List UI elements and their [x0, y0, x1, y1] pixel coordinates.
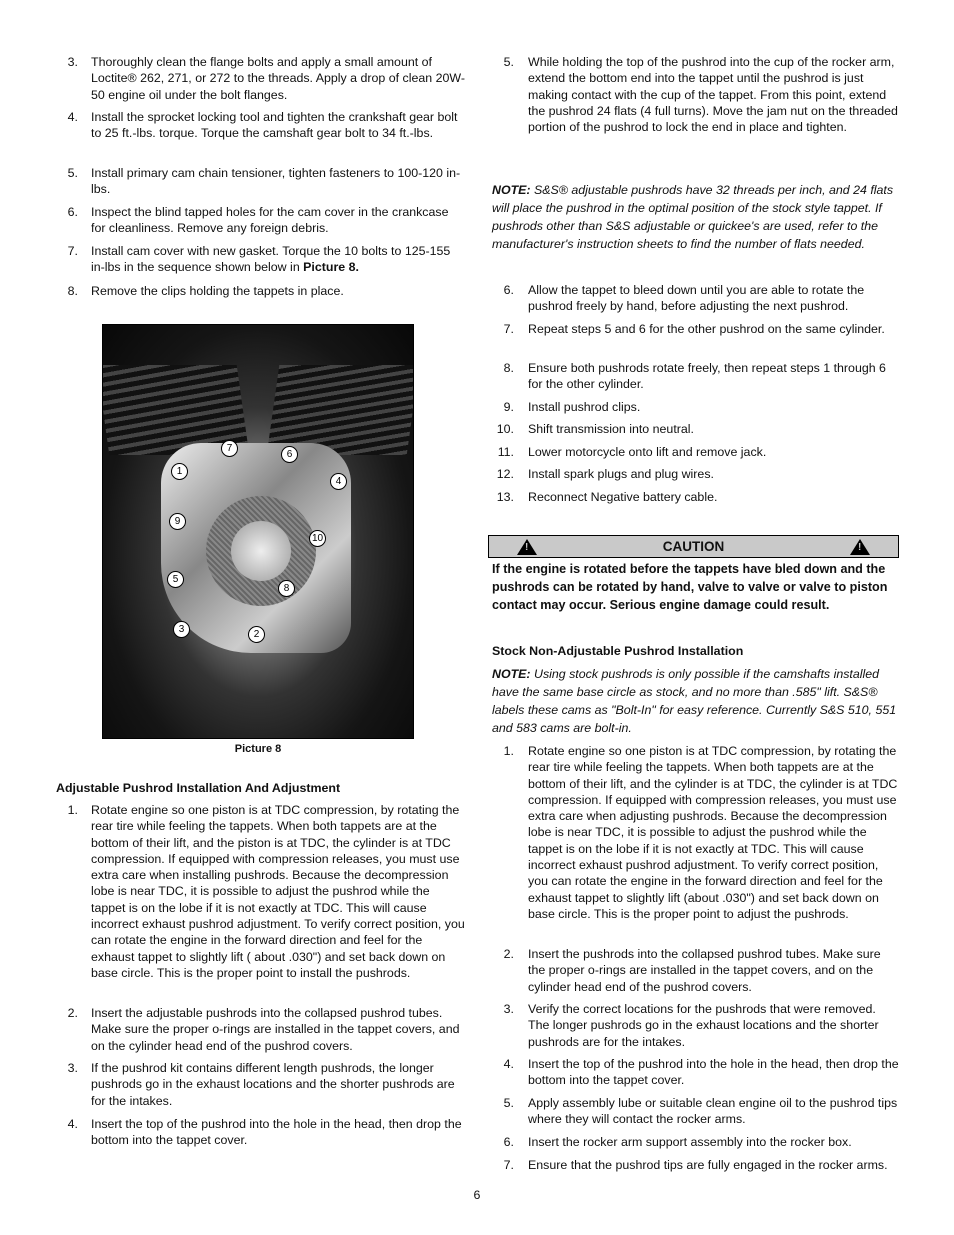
list-text: [91, 1005, 465, 1054]
list-number: 2.: [503, 947, 514, 961]
note-text: S&S® adjustable pushrods have 32 threads per inch, and 24 flats will place the pushrod in the optimal position of the stock style tappet. If pushrods other than S&S adjustable or quickee's are used, refer to the manufacturer's instruction sheets to find the number of flats needed.: [492, 183, 894, 251]
list-text: [91, 204, 465, 237]
list-text: [528, 360, 900, 393]
list-number: 5.: [503, 1096, 514, 1110]
bolt-sequence-marker: 10: [309, 530, 326, 547]
list-text: [528, 321, 900, 337]
list-text: [91, 1116, 465, 1149]
list-text-body: Remove the clips holding the tappets in place.: [91, 284, 344, 298]
list-text: [528, 1056, 900, 1089]
bolt-sequence-marker: 6: [281, 446, 298, 463]
list-text-body: Install primary cam chain tensioner, tighten fasteners to 100-120 in-lbs.: [91, 166, 461, 197]
list-text-body: Insert the pushrods into the collapsed pushrod tubes. Make sure the proper o-rings are installed in the tappet covers, and on the cylinder head end of the pushrod covers.: [528, 947, 881, 994]
list-number: 12.: [496, 467, 514, 481]
list-number: 5.: [67, 166, 78, 180]
list-text-body: Insert the top of the pushrod into the hole in the head, then drop the bottom into the tappet cover.: [91, 1117, 462, 1148]
list-text: [528, 444, 900, 460]
list-number: 5.: [503, 55, 514, 69]
bolt-sequence-marker: 3: [173, 621, 190, 638]
list-text: [528, 1095, 900, 1128]
list-number: 3.: [67, 1061, 78, 1075]
list-text: [528, 282, 900, 315]
list-text: [528, 489, 900, 505]
caution-text: If the engine is rotated before the tappets have bled down and the pushrods can be rotated by hand, valve to valve or valve to piston contact may occur. Serious engine damage could result.: [492, 562, 888, 612]
list-text: [528, 743, 900, 922]
list-text-body: Reconnect Negative battery cable.: [528, 490, 718, 504]
note-label: NOTE:: [492, 667, 531, 681]
list-text: [528, 1001, 900, 1050]
list-number: 9.: [503, 400, 514, 414]
note: [492, 665, 902, 737]
cylinder-fins-rear: [267, 365, 414, 455]
list-text: [91, 283, 465, 299]
list-text-body: Install pushrod clips.: [528, 400, 641, 414]
engine-cam-cover-photo: [102, 324, 414, 739]
list-text: [91, 1060, 465, 1109]
list-text-body: Install the sprocket locking tool and tighten the crankshaft gear bolt to 25 ft.-lbs. torque. Torque the camshaft gear bolt to 34 ft.-lbs.: [91, 110, 458, 141]
caution-banner: [488, 535, 899, 558]
list-text-body: While holding the top of the pushrod into the cup of the rocker arm, extend the bottom end into the tappet until the pushrod is just making contact with the cup of the tappet. From this point, extend the pushrod 24 flats (4 full turns). Move the jam nut on the threaded portion of the pushrod to lock the end in place and tighten.: [528, 55, 898, 135]
list-number: 1.: [67, 803, 78, 817]
list-text: [91, 54, 465, 103]
list-text: [528, 1157, 900, 1173]
list-text-body: Install spark plugs and plug wires.: [528, 467, 714, 481]
list-number: 3.: [67, 55, 78, 69]
warning-triangle-icon: !: [850, 539, 870, 555]
list-number: 10.: [496, 422, 514, 436]
list-text-body: Rotate engine so one piston is at TDC compression, by rotating the rear tire while feeling the tappets. When both tappets are at the bottom of their lift, and the piston is at TDC, the cylinder is at TDC compression. If equipped with compression releases, you must use extra care when installing pushrods. Because the decompression lobe is near TDC, it is possible to adjust the pushrod while the tappet is on the lobe if it is not exactly at TDC. This will cause incorrect exhaust pushrod adjustment. To verify correct position, you can rotate the engine in the forward direction and feel for the exhaust tappet to slightly lift ( about .030") and set back down on base circle. This is the proper point to install the pushrods.: [91, 803, 465, 980]
bolt-sequence-marker: 4: [330, 473, 347, 490]
figure-caption: Picture 8: [234, 743, 282, 755]
list-text-body: Ensure that the pushrod tips are fully engaged in the rocker arms.: [528, 1158, 888, 1172]
list-text: [528, 1134, 900, 1150]
list-number: 7.: [503, 1158, 514, 1172]
list-number: 4.: [67, 1117, 78, 1131]
list-text-body: Repeat steps 5 and 6 for the other pushrod on the same cylinder.: [528, 322, 885, 336]
list-text-body: Insert the rocker arm support assembly into the rocker box.: [528, 1135, 852, 1149]
list-number: 6.: [67, 205, 78, 219]
list-text: [528, 421, 900, 437]
list-text-body: Shift transmission into neutral.: [528, 422, 694, 436]
list-text-body: Install cam cover with new gasket. Torque the 10 bolts to 125-155 in-lbs in the sequence shown below in: [91, 244, 451, 275]
list-number: 6.: [503, 1135, 514, 1149]
list-text-body: Insert the top of the pushrod into the hole in the head, then drop the bottom into the tappet cover.: [528, 1057, 899, 1088]
list-number: 1.: [503, 744, 514, 758]
list-text-body: Insert the adjustable pushrods into the collapsed pushrod tubes. Make sure the proper o-rings are installed in the tappet covers, and on the cylinder head end of the pushrod covers.: [91, 1006, 460, 1053]
section-heading: Stock Non-Adjustable Pushrod Installation: [492, 644, 744, 658]
cam-cover-emblem: [231, 521, 291, 581]
list-text: [91, 802, 465, 981]
list-text: [91, 165, 465, 198]
bolt-sequence-marker: 7: [221, 440, 238, 457]
list-text-body: Verify the correct locations for the pushrods that were removed. The longer pushrods go in the exhaust locations and the shorter pushrods are for the intakes.: [528, 1002, 879, 1049]
list-number: 7.: [67, 244, 78, 258]
list-text-body: Inspect the blind tapped holes for the cam cover in the crankcase for cleanliness. Remove any foreign debris.: [91, 205, 449, 236]
list-text: [91, 109, 465, 142]
list-text: [91, 243, 465, 276]
list-number: 11.: [497, 445, 514, 459]
list-text-body: Allow the tappet to bleed down until you are able to rotate the pushrod freely by hand, before adjusting the next pushrod.: [528, 283, 865, 314]
list-text-body: Apply assembly lube or suitable clean engine oil to the pushrod tips where they will contact the rocker arms.: [528, 1096, 898, 1127]
list-text-body: Thoroughly clean the flange bolts and apply a small amount of Loctite® 262, 271, or 272 to the threads. Apply a drop of clean 20W-50 engine oil under the bolt flanges.: [91, 55, 465, 102]
list-number: 8.: [67, 284, 78, 298]
list-number: 3.: [503, 1002, 514, 1016]
bolt-sequence-marker: 1: [171, 463, 188, 480]
list-text: [528, 946, 900, 995]
note-label: NOTE:: [492, 183, 531, 197]
list-text-body: Ensure both pushrods rotate freely, then repeat steps 1 through 6 for the other cylinder.: [528, 361, 886, 392]
section-heading: Adjustable Pushrod Installation And Adjustment: [56, 781, 341, 795]
bolt-sequence-marker: 9: [169, 513, 186, 530]
list-number: 6.: [503, 283, 514, 297]
list-number: 4.: [67, 110, 78, 124]
bolt-sequence-marker: 2: [248, 626, 265, 643]
list-text-body: Lower motorcycle onto lift and remove jack.: [528, 445, 767, 459]
note: [492, 181, 902, 253]
caution-label: CAUTION: [662, 539, 725, 554]
list-number: 13.: [496, 490, 514, 504]
page-number: 6: [473, 1188, 481, 1202]
list-number: 4.: [503, 1057, 514, 1071]
list-number: 2.: [67, 1006, 78, 1020]
note-text: Using stock pushrods is only possible if the camshafts installed have the same base circle as stock, and no more than .585" lift. S&S® labels these cams as "Bolt-In" for easy reference. Currently S&S 510, 551 and 583 cams are bolt-in.: [492, 667, 897, 735]
list-text: [528, 399, 900, 415]
list-text: [528, 466, 900, 482]
bolt-sequence-marker: 8: [278, 580, 295, 597]
list-text: [528, 54, 900, 135]
list-text-body: If the pushrod kit contains different length pushrods, the longer pushrods go in the exhaust locations and the shorter pushrods are for the intakes.: [91, 1061, 455, 1108]
warning-triangle-icon: !: [517, 539, 537, 555]
list-text-body: Rotate engine so one piston is at TDC compression, by rotating the rear tire while feeling the tappets. When both tappets are at the bottom of their lift, and the cylinder is at TDC, the cylinder is at TDC compression. If equipped with compression releases, you must use extra care when adjusting pushrods. Because the decompression lobe is near TDC, it is possible to adjust the pushrod while the tappet is on the lobe if it is not exactly at TDC. This will cause incorrect exhaust pushrod adjustment. To verify correct position, you can rotate the engine in the forward direction and feel for the exhaust tappet to slightly lift (about .030") and set back down on base circle. This is the proper point to adjust the pushrods.: [528, 744, 898, 921]
bolt-sequence-marker: 5: [167, 571, 184, 588]
figure-reference: Picture 8.: [303, 260, 359, 275]
list-number: 8.: [503, 361, 514, 375]
list-number: 7.: [503, 322, 514, 336]
